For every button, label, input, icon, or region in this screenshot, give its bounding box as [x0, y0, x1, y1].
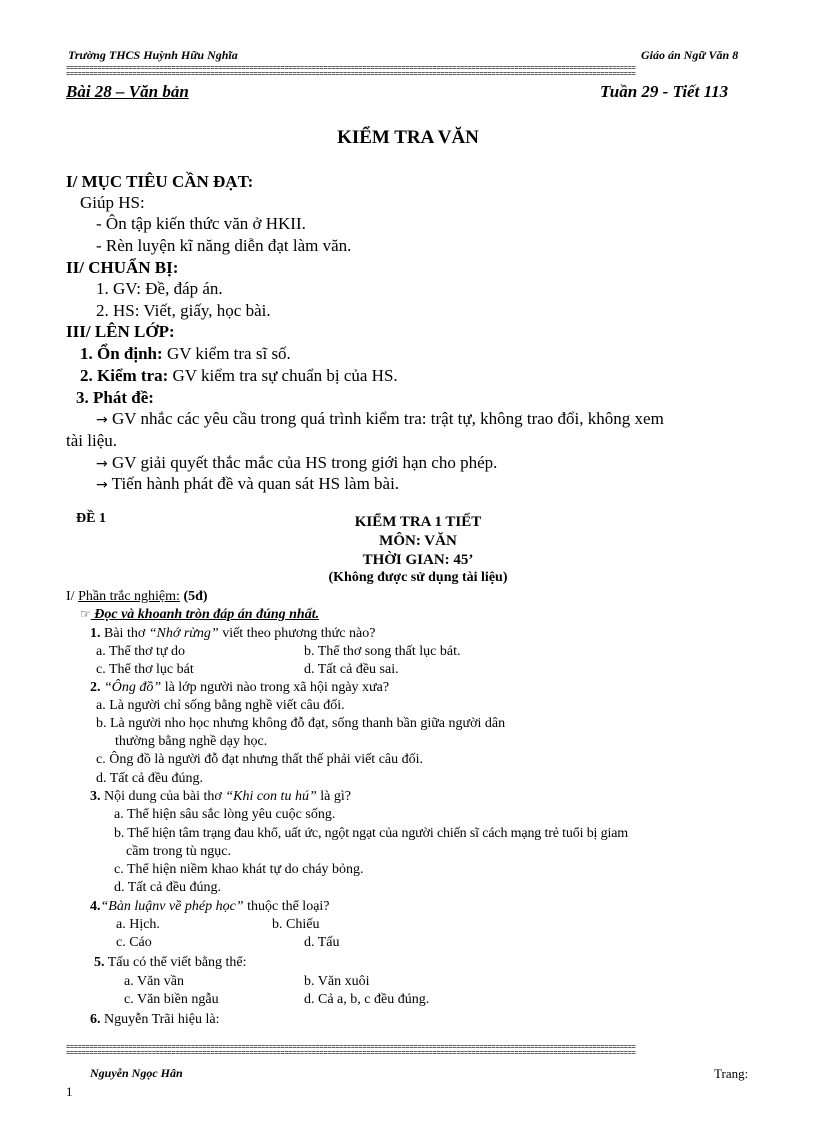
step-1-text: GV kiểm tra sĩ số.	[162, 344, 291, 363]
step-2-label: 2. Kiểm tra:	[80, 366, 169, 385]
bullet-3-text: Tiến hành phát đề và quan sát HS làm bài.	[107, 474, 400, 493]
section-1-heading: I/ MỤC TIÊU CẦN ĐẠT:	[66, 172, 254, 191]
footer-divider-bottom: ==================================================================================================================================================	[66, 1051, 636, 1058]
exam-subject: MÔN: VĂN	[379, 533, 457, 549]
arrow-right-icon: →	[96, 477, 108, 493]
work-title: “Khi con tu hú”	[225, 789, 317, 804]
arrow-right-icon: →	[96, 412, 108, 428]
exam-title: KIỂM TRA 1 TIẾT	[354, 514, 482, 530]
step-2-text: GV kiểm tra sự chuẩn bị của HS.	[168, 366, 398, 385]
question-number: 6.	[90, 1012, 101, 1027]
question-2	[90, 680, 389, 696]
question-text: Nguyễn Trãi hiệu là:	[100, 1012, 220, 1027]
option: c. Văn biền ngẫu	[124, 992, 219, 1007]
option: c. Ông đồ là người đỗ đạt nhưng thất thế phải viết câu đối.	[96, 752, 424, 767]
footer-divider-top: ==================================================================================================================================================	[66, 1045, 636, 1052]
question-text: là lớp người nào trong xã hội ngày xưa?	[161, 680, 390, 695]
option: b. Thể hiện tâm trạng đau khổ, uất ức, ngột ngạt của người chiến sĩ cách mạng trẻ tuổi bị giam	[114, 826, 629, 841]
bullet-3	[96, 474, 399, 494]
section-1-item: - Rèn luyện kĩ năng diễn đạt làm văn.	[96, 236, 352, 255]
option-continued: cầm trong tù ngục.	[126, 844, 231, 859]
question-text: Nội dung của bài thơ	[100, 789, 226, 804]
step-1	[80, 344, 291, 364]
part-title: Phần trắc nghiệm:	[78, 589, 180, 604]
section-2-heading: II/ CHUẨN BỊ:	[66, 258, 179, 277]
option: d. Tấu	[304, 935, 340, 950]
option-continued: thường bằng nghề dạy học.	[115, 734, 268, 749]
section-1-item: - Ôn tập kiến thức văn ở HKII.	[96, 214, 306, 233]
option: c. Thể thơ lục bát	[96, 662, 194, 677]
question-4	[90, 899, 330, 915]
section-3-heading: III/ LÊN LỚP:	[66, 322, 175, 341]
subject-name: Giáo án Ngữ Văn 8	[641, 48, 739, 62]
option: a. Thể thơ tự do	[96, 644, 185, 659]
option: d. Tất cả đều đúng.	[114, 880, 222, 895]
week-period: Tuần 29 - Tiết 113	[600, 82, 729, 101]
question-text: thuộc thể loại?	[243, 899, 330, 914]
question-text: Bài thơ	[100, 626, 149, 641]
question-number: 1.	[90, 626, 101, 641]
section-2-item: 1. GV: Đề, đáp án.	[96, 279, 223, 298]
question-3	[90, 789, 351, 805]
work-title: “Bàn luậnv về phép học”	[100, 899, 244, 914]
option: a. Văn vần	[124, 974, 184, 989]
part-prefix: I/	[66, 589, 79, 604]
question-6	[90, 1012, 220, 1028]
option: b. Thể thơ song thất lục bát.	[304, 644, 461, 659]
instruction-text: Đọc và khoanh tròn đáp án đúng nhất.	[90, 607, 320, 622]
step-3-label: 3. Phát đề:	[76, 388, 154, 407]
question-5	[94, 955, 247, 971]
question-text: là gì?	[316, 789, 351, 804]
option: d. Tất cả đều đúng.	[96, 771, 204, 786]
school-name: Trường THCS Huỳnh Hữu Nghĩa	[68, 48, 238, 62]
question-text: viết theo phương thức nào?	[218, 626, 376, 641]
header-divider-bottom: ==================================================================================================================================================	[66, 72, 636, 79]
option: c. Cáo	[116, 935, 152, 950]
option: d. Cả a, b, c đều đúng.	[304, 992, 430, 1007]
bullet-2-text: GV giải quyết thắc mắc của HS trong giới hạn cho phép.	[107, 453, 498, 472]
option: a. Hịch.	[116, 917, 160, 932]
instruction	[80, 607, 319, 623]
part-1-heading	[66, 589, 208, 605]
lesson-title: Bài 28 – Văn bản	[66, 82, 189, 101]
option: a. Thể hiện sâu sắc lòng yêu cuộc sống.	[114, 807, 336, 822]
option: b. Chiếu	[272, 917, 320, 932]
question-1	[90, 626, 375, 642]
question-text: Tấu có thể viết bằng thể:	[104, 955, 247, 970]
step-2	[80, 366, 398, 386]
page-title: KIỂM TRA VĂN	[337, 127, 479, 148]
question-number: 5.	[94, 955, 105, 970]
exam-code: ĐỀ 1	[76, 511, 106, 526]
option: b. Là người nho học nhưng không đỗ đạt, sống thanh bần giữa người dân	[96, 716, 506, 731]
option: c. Thể hiện niềm khao khát tự do cháy bỏng.	[114, 862, 364, 877]
option: a. Là người chỉ sống bằng nghề viết câu đối.	[96, 698, 345, 713]
exam-note: (Không được sử dụng tài liệu)	[328, 570, 508, 585]
section-2-item: 2. HS: Viết, giấy, học bài.	[96, 301, 271, 320]
bullet-2	[96, 453, 497, 473]
option: d. Tất cả đều sai.	[304, 662, 399, 677]
bullet-1	[96, 409, 664, 429]
header-divider-top: ==================================================================================================================================================	[66, 66, 636, 73]
page-number: 1	[66, 1084, 73, 1099]
exam-time: THỜI GIAN: 45’	[362, 552, 474, 568]
part-points: (5đ)	[179, 589, 208, 604]
question-number: 3.	[90, 789, 101, 804]
work-title: “Nhớ rừng”	[148, 626, 219, 641]
section-1-intro: Giúp HS:	[80, 193, 145, 212]
pointing-hand-icon: ☞	[80, 607, 91, 621]
work-title: “Ông đồ”	[100, 680, 162, 695]
bullet-1-text: GV nhắc các yêu cầu trong quá trình kiểm tra: trật tự, không trao đổi, không xem	[107, 409, 664, 428]
step-1-label: 1. Ổn định:	[80, 344, 163, 363]
author-name: Nguyễn Ngọc Hân	[90, 1066, 183, 1080]
page-label: Trang:	[714, 1066, 749, 1081]
option: b. Văn xuôi	[304, 974, 370, 989]
question-number: 4.	[90, 899, 101, 914]
arrow-right-icon: →	[96, 456, 108, 472]
question-number: 2.	[90, 680, 101, 695]
bullet-1-continued: tài liệu.	[66, 431, 117, 450]
